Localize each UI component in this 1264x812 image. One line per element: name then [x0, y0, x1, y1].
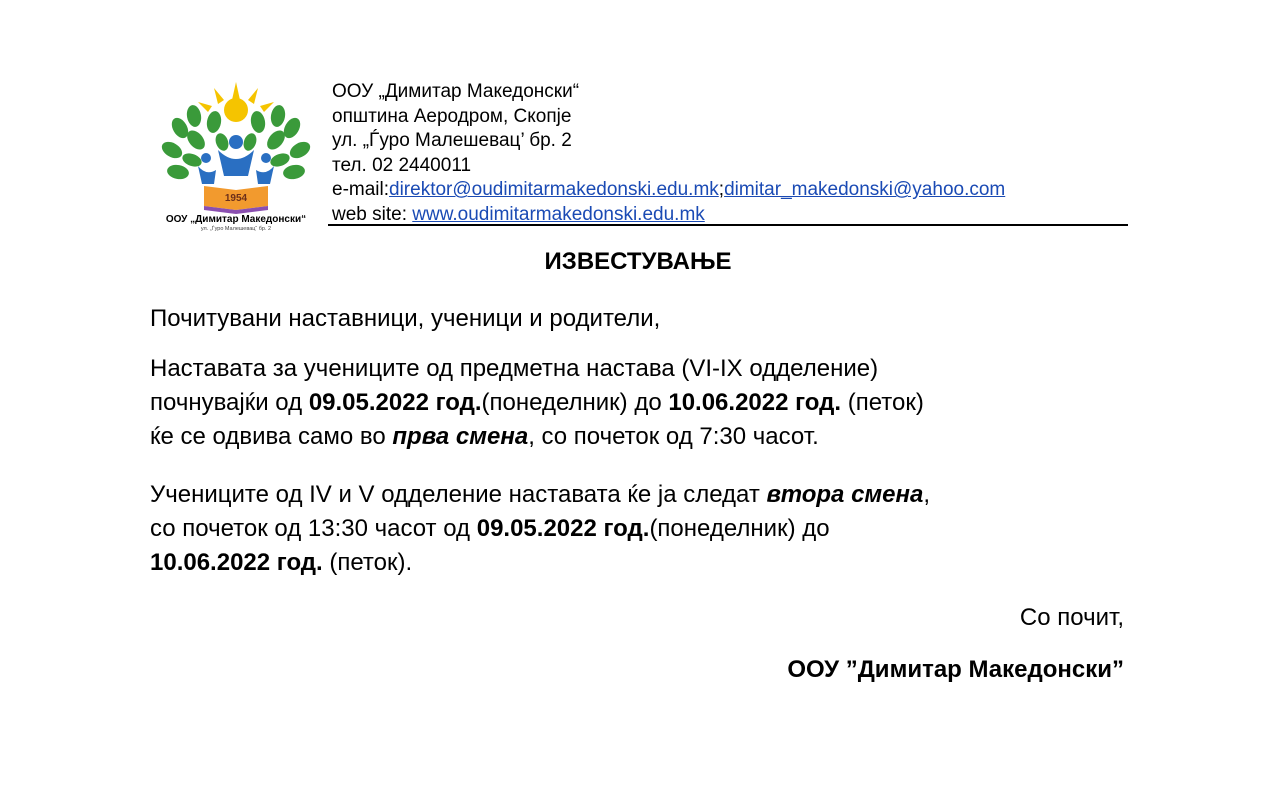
municipality: општина Аеродром, Скопје: [332, 105, 572, 127]
p1-line-3: [150, 420, 924, 454]
text: Учениците од IV и V одделение наставата ќе ја следат: [150, 481, 767, 508]
text: (петок).: [322, 549, 413, 576]
start-date: 09.05.2022 год.: [308, 389, 482, 416]
p2-line-3: [150, 546, 930, 580]
phone: тел. 02 2440011: [332, 154, 472, 176]
school-address: ул. „Ѓуро Малешевац’ бр. 2: [332, 130, 572, 152]
logo-year: 1954: [224, 193, 248, 204]
email-separator: ;: [718, 179, 725, 201]
greeting: Почитувани наставници, ученици и родители,: [150, 305, 661, 332]
text: ,: [923, 481, 931, 508]
school-name: ООУ „Димитар Македонски“: [332, 81, 580, 102]
first-shift: прва смена: [392, 423, 529, 450]
letterhead-info: [332, 80, 1005, 228]
p1-line-2: [150, 386, 924, 420]
paragraph-2: [150, 478, 930, 580]
p1-line-1: Наставата за учениците од предметна настава (VI-IX одделение): [150, 355, 879, 382]
text: (понеделник) до: [649, 515, 830, 542]
text: (петок): [841, 389, 924, 416]
email-link-yahoo[interactable]: dimitar_makedonski@yahoo.com: [724, 179, 1006, 201]
signature: ООУ ”Димитар Македонски”: [787, 656, 1124, 683]
closing: Со почит,: [1019, 604, 1124, 631]
text: со почеток од 13:30 часот од: [150, 515, 477, 542]
logo-address: ул. „Ѓуро Малешевац“ бр. 2: [200, 226, 272, 232]
school-logo: [158, 80, 314, 232]
text: ќе се одвива само во: [150, 423, 393, 450]
p2-line-1: [150, 478, 930, 512]
text: , со почеток од 7:30 часот.: [528, 423, 819, 450]
text: почнувајќи од: [150, 389, 309, 416]
text: (понеделник) до: [481, 389, 669, 416]
website-link[interactable]: www.oudimitarmakedonski.edu.mk: [412, 203, 705, 225]
document-title: ИЗВЕСТУВАЊЕ: [544, 248, 732, 275]
header-divider: [328, 224, 1128, 226]
email-line: [332, 178, 1005, 203]
end-date: 10.06.2022 год.: [668, 389, 842, 416]
logo-name: ООУ „Димитар Македонски“: [165, 214, 307, 225]
start-date: 09.05.2022 год.: [476, 515, 650, 542]
email-link-director[interactable]: direktor@oudimitarmakedonski.edu.mk: [389, 179, 719, 201]
web-label: web site:: [332, 203, 413, 225]
end-date: 10.06.2022 год.: [150, 549, 323, 576]
second-shift: втора смена: [766, 481, 924, 508]
email-label: e-mail:: [332, 179, 390, 201]
p2-line-2: [150, 512, 930, 546]
paragraph-1: [150, 352, 924, 454]
